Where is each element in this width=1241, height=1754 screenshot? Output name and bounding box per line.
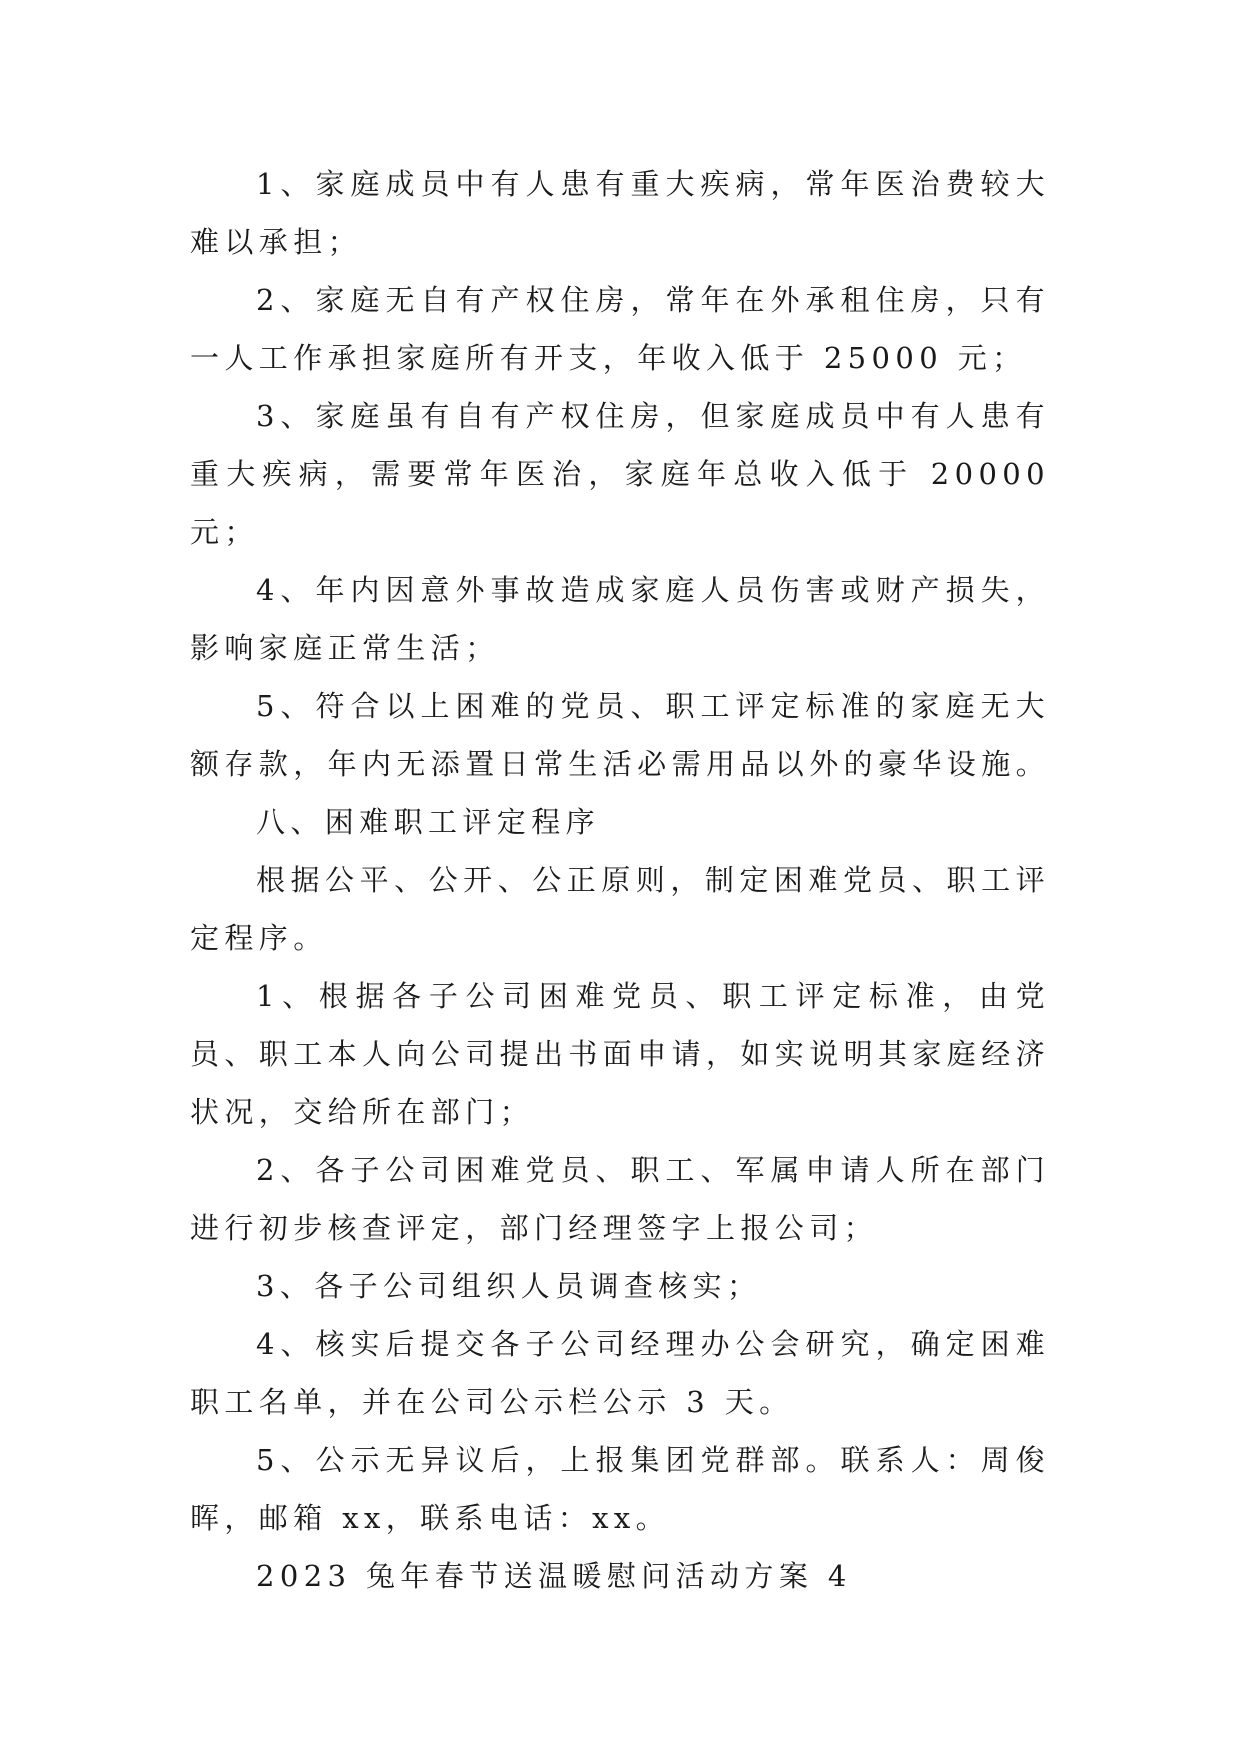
paragraph-procedure-3: 3、各子公司组织人员调查核实； (256, 1269, 762, 1303)
section-heading-procedure: 八、困难职工评定程序 (256, 805, 601, 839)
paragraph-procedure-2: 2、各子公司困难党员、职工、军属申请人所在部门进行初步核查评定，部门经理签字上报公司； (190, 1153, 1050, 1245)
paragraph-criterion-4: 4、年内因意外事故造成家庭人员伤害或财产损失，影响家庭正常生活； (190, 573, 1050, 665)
section-title-plan-4: 2023 兔年春节送温暖慰问活动方案 4 (256, 1559, 852, 1593)
paragraph-criterion-2: 2、家庭无自有产权住房，常年在外承租住房，只有一人工作承担家庭所有开支，年收入低于 25000 元； (190, 283, 1050, 375)
paragraph-procedure-1: 1、根据各子公司困难党员、职工评定标准，由党员、职工本人向公司提出书面申请，如实说明其家庭经济状况，交给所在部门； (190, 979, 1051, 1129)
paragraph-procedure-intro: 根据公平、公开、公正原则，制定困难党员、职工评定程序。 (190, 863, 1050, 955)
paragraph-criterion-3: 3、家庭虽有自有产权住房，但家庭成员中有人患有重大疾病，需要常年医治，家庭年总收入低于 20000 元； (190, 399, 1050, 549)
paragraph-procedure-5: 5、公示无异议后，上报集团党群部。联系人：周俊晖，邮箱 xx，联系电话：xx。 (190, 1443, 1050, 1535)
paragraph-procedure-4: 4、核实后提交各子公司经理办公会研究，确定困难职工名单，并在公司公示栏公示 3 天。 (190, 1327, 1050, 1419)
paragraph-criterion-5: 5、符合以上困难的党员、职工评定标准的家庭无大额存款，年内无添置日常生活必需用品以外的豪华设施。 (190, 689, 1051, 781)
document-page (190, 155, 1050, 1605)
paragraph-criterion-1: 1、家庭成员中有人患有重大疾病，常年医治费较大难以承担； (190, 167, 1050, 259)
